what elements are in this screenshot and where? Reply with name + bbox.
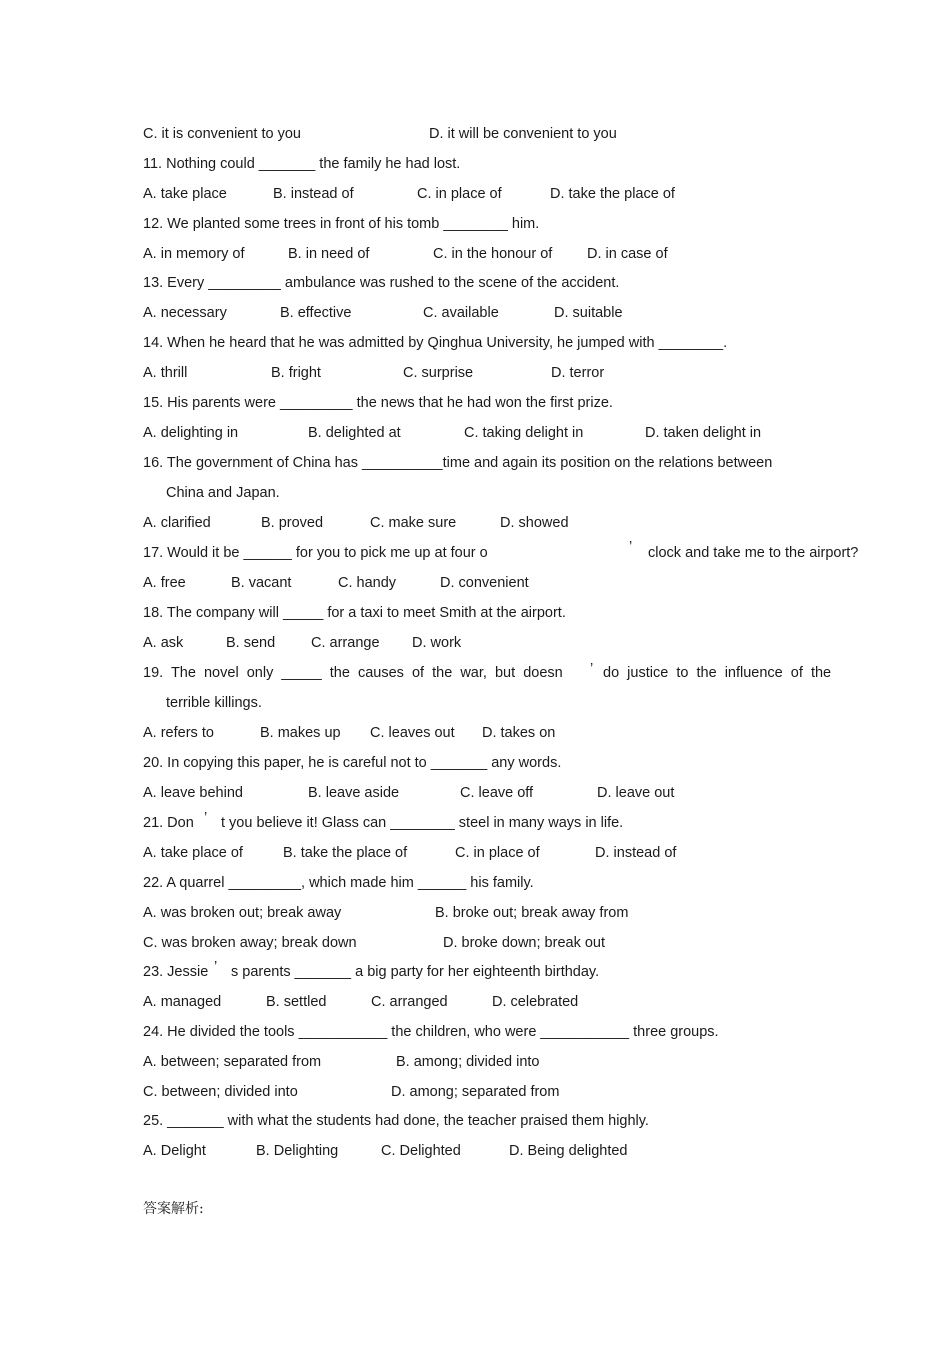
q25-option-d: D. Being delighted [509,1143,628,1159]
q19-option-c: C. leaves out [370,725,455,741]
question-13-stem: 13. Every _________ ambulance was rushed to the scene of the accident. [143,275,620,291]
q10-option-c: C. it is convenient to you [143,126,301,142]
q18-option-d: D. work [412,635,462,651]
q12-option-a: A. in memory of [143,246,245,262]
question-21-stem: 21. Don [143,815,194,831]
q21-option-b: B. take the place of [283,845,408,861]
question-12-stem: 12. We planted some trees in front of his tomb ________ him. [143,216,540,232]
question-17-stem: 17. Would it be ______ for you to pick me up at four o [143,545,488,561]
q17-option-c: C. handy [338,575,397,591]
q12-option-c: C. in the honour of [433,246,553,262]
q21-option-a: A. take place of [143,845,243,861]
q24-option-d: D. among; separated from [391,1084,560,1100]
q13-option-a: A. necessary [143,305,227,321]
q22-option-d: D. broke down; break out [443,935,606,951]
q15-option-d: D. taken delight in [645,425,762,441]
q15-option-c: C. taking delight in [464,425,584,441]
question-16-stem: 16. The government of China has __________time and again its position on the relations between [143,455,773,471]
question-15-stem: 15. His parents were _________ the news that he had won the first prize. [143,395,613,411]
question-19-stem-continued: terrible killings. [166,695,262,711]
q11-option-c: C. in place of [417,186,502,202]
q22-option-b: B. broke out; break away from [435,905,629,921]
q21-option-c: C. in place of [455,845,540,861]
q14-option-d: D. terror [551,365,605,381]
question-18-stem: 18. The company will _____ for a taxi to meet Smith at the airport. [143,605,566,621]
question-23-stem-tail: s parents _______ a big party for her eighteenth birthday. [231,964,600,980]
question-20-stem: 20. In copying this paper, he is careful not to _______ any words. [143,755,562,771]
question-19-stem-tail: do justice to the influence of the [603,665,832,681]
q16-option-c: C. make sure [370,515,457,531]
q10-option-d: D. it will be convenient to you [429,126,617,142]
q11-option-a: A. take place [143,186,227,202]
q16-option-a: A. clarified [143,515,211,531]
q23-option-b: B. settled [266,994,327,1010]
question-21-stem-tail: t you believe it! Glass can ________ steel in many ways in life. [221,815,624,831]
q17-option-a: A. free [143,575,186,591]
q13-option-d: D. suitable [554,305,623,321]
question-11-stem: 11. Nothing could _______ the family he had lost. [143,156,461,172]
q20-option-c: C. leave off [460,785,534,801]
q17-option-b: B. vacant [231,575,292,591]
q23-option-d: D. celebrated [492,994,579,1010]
q20-option-b: B. leave aside [308,785,400,801]
q16-option-b: B. proved [261,515,324,531]
question-17-stem-tail: clock and take me to the airport? [648,545,859,561]
q18-option-a: A. ask [143,635,184,651]
q12-option-d: D. in case of [587,246,668,262]
q21-option-d: D. instead of [595,845,677,861]
q19-option-a: A. refers to [143,725,214,741]
question-19-apostrophe: ’ [590,661,594,677]
question-21-apostrophe: ’ [204,810,208,826]
q13-option-b: B. effective [280,305,352,321]
q22-option-c: C. was broken away; break down [143,935,357,951]
q19-option-d: D. takes on [482,725,556,741]
q16-option-d: D. showed [500,515,569,531]
question-24-stem: 24. He divided the tools ___________ the children, who were ___________ three groups. [143,1024,719,1040]
question-23-apostrophe: ’ [214,959,218,975]
q18-option-b: B. send [226,635,276,651]
q14-option-b: B. fright [271,365,321,381]
q13-option-c: C. available [423,305,499,321]
question-16-stem-continued: China and Japan. [166,485,280,501]
q20-option-a: A. leave behind [143,785,243,801]
question-22-stem: 22. A quarrel _________, which made him ______ his family. [143,875,534,891]
q15-option-a: A. delighting in [143,425,239,441]
q19-option-b: B. makes up [260,725,341,741]
q14-option-a: A. thrill [143,365,188,381]
q11-option-b: B. instead of [273,186,354,202]
question-23-stem: 23. Jessie [143,964,209,980]
q25-option-b: B. Delighting [256,1143,339,1159]
q25-option-a: A. Delight [143,1143,206,1159]
question-17-apostrophe: ’ [629,539,633,555]
q24-option-b: B. among; divided into [396,1054,540,1070]
q20-option-d: D. leave out [597,785,675,801]
q11-option-d: D. take the place of [550,186,675,202]
q22-option-a: A. was broken out; break away [143,905,342,921]
question-25-stem: 25. _______ with what the students had done, the teacher praised them highly. [143,1113,649,1129]
q17-option-d: D. convenient [440,575,529,591]
answer-analysis-heading: 答案解析: [143,1201,204,1217]
q18-option-c: C. arrange [311,635,380,651]
q15-option-b: B. delighted at [308,425,401,441]
q23-option-c: C. arranged [371,994,448,1010]
q14-option-c: C. surprise [403,365,474,381]
q24-option-c: C. between; divided into [143,1084,298,1100]
question-19-stem: 19. The novel only _____ the causes of the war, but doesn [143,665,563,681]
q24-option-a: A. between; separated from [143,1054,322,1070]
q23-option-a: A. managed [143,994,222,1010]
question-14-stem: 14. When he heard that he was admitted by Qinghua University, he jumped with ________. [143,335,728,351]
q12-option-b: B. in need of [288,246,370,262]
q25-option-c: C. Delighted [381,1143,461,1159]
